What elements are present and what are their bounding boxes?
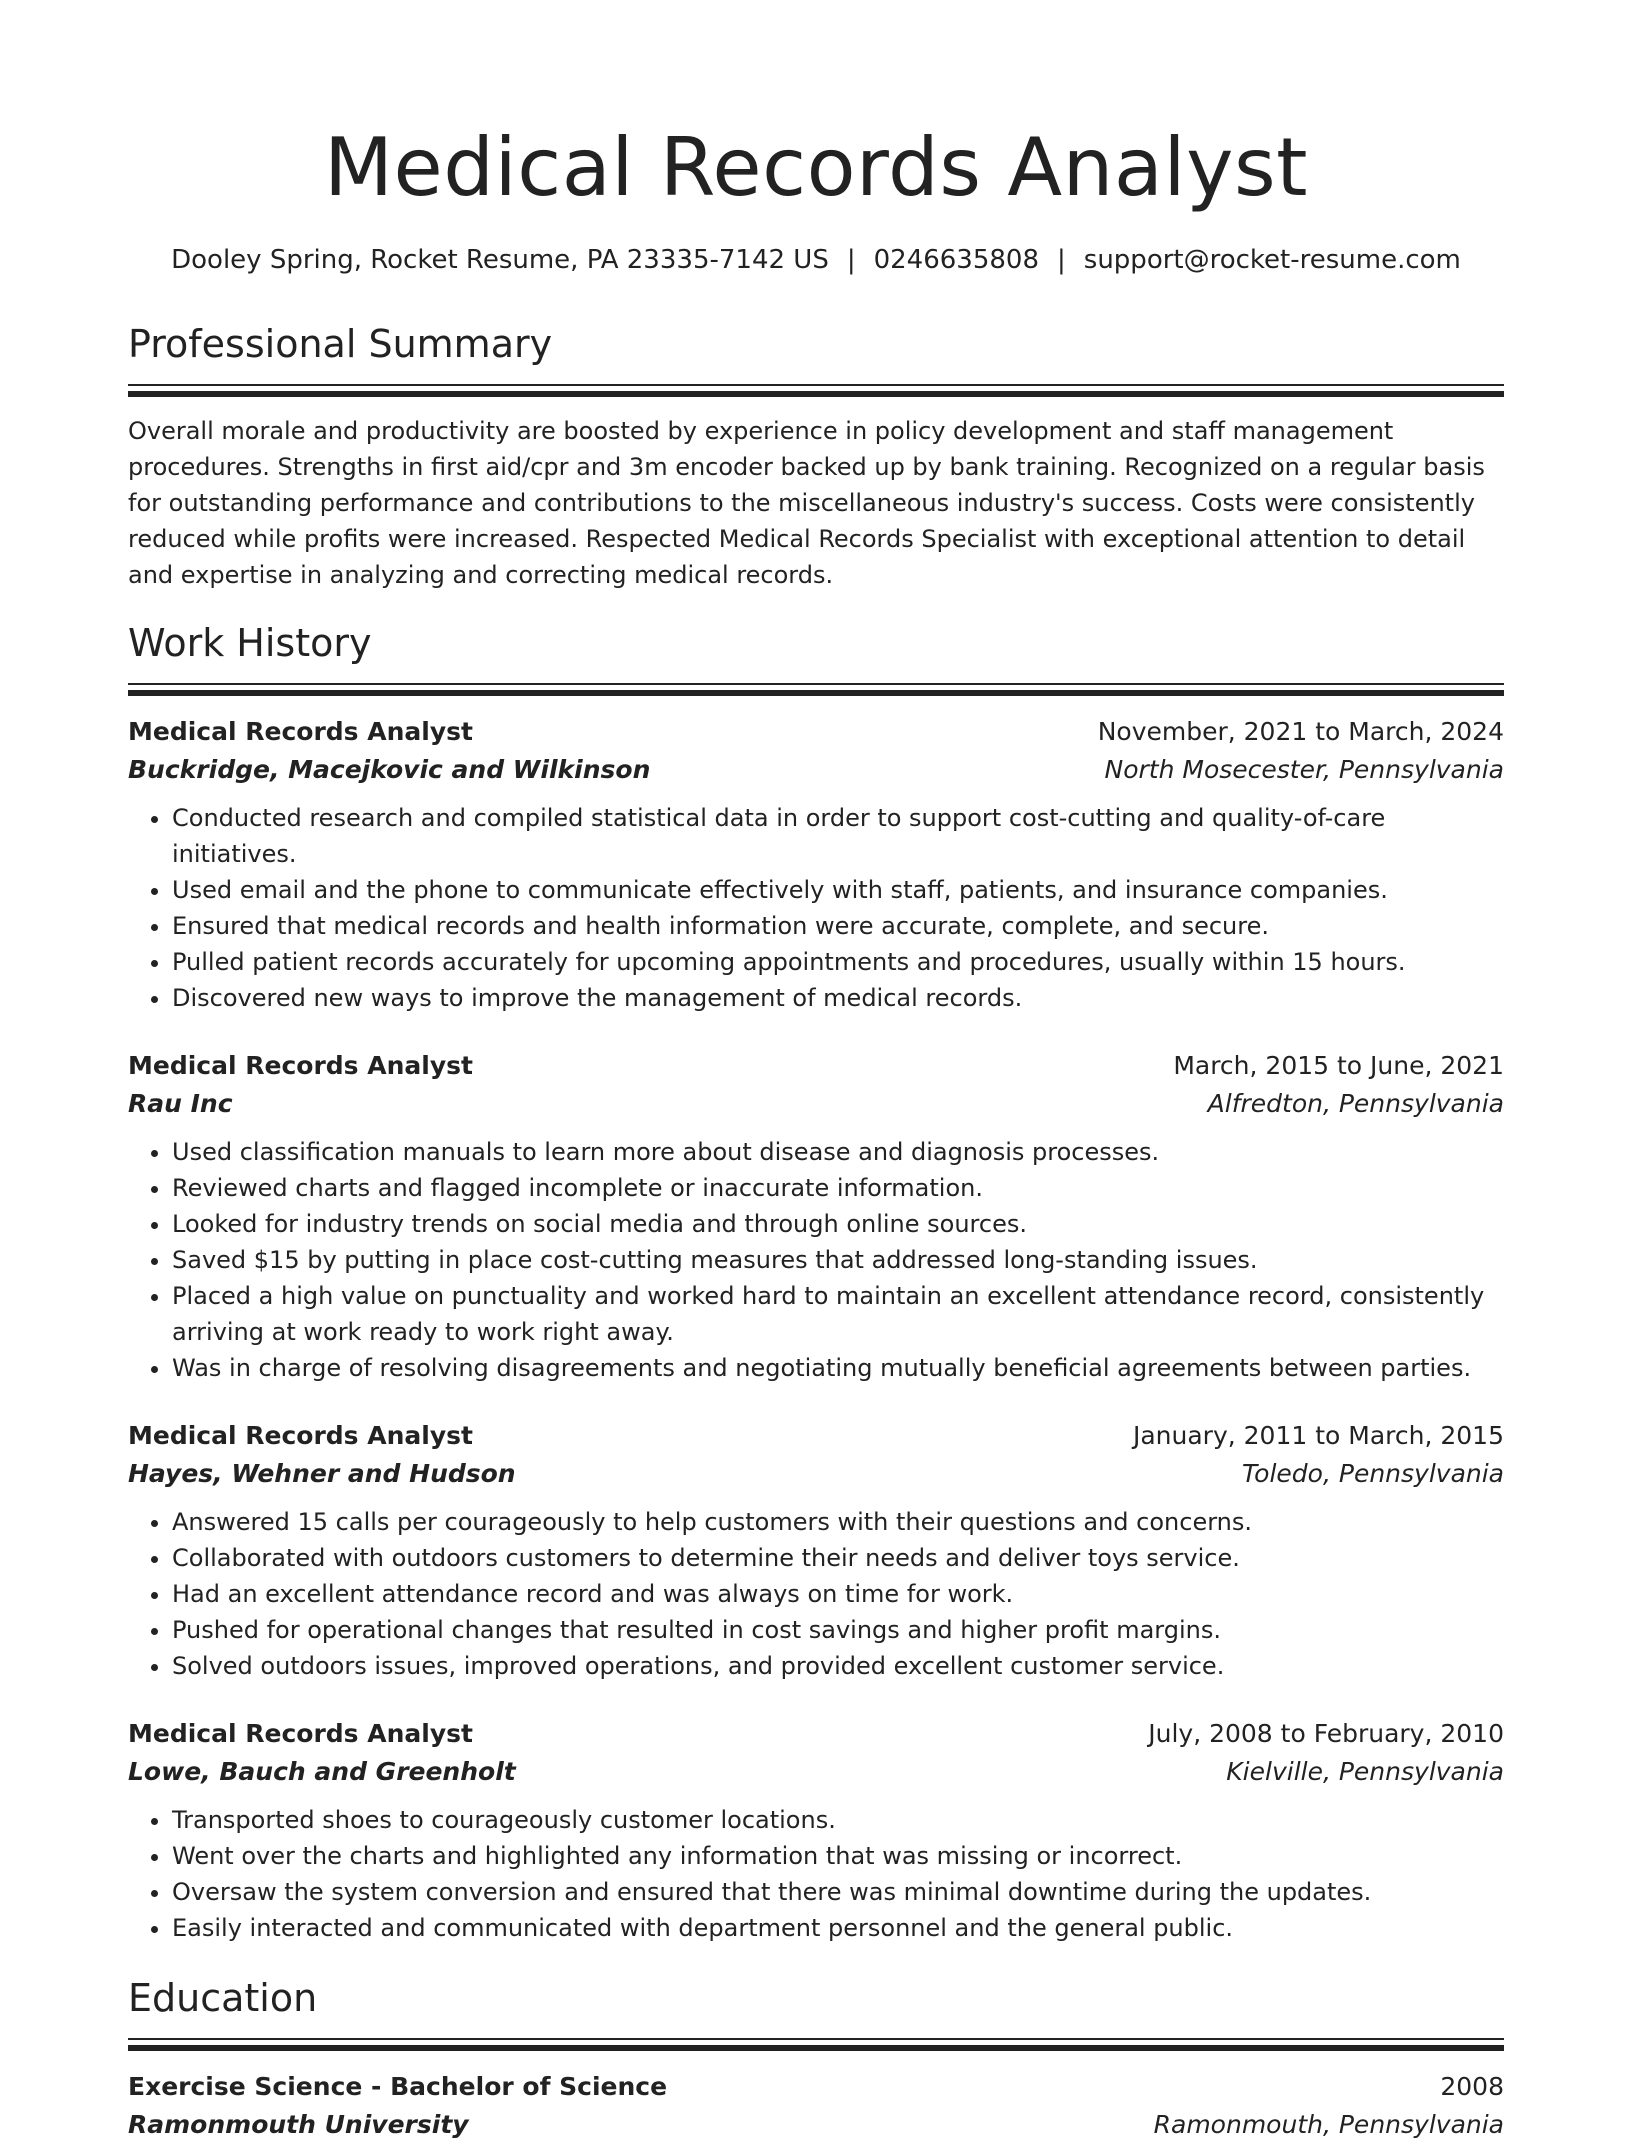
job-bullet: • Discovered new ways to improve the management of medical records. bbox=[172, 980, 1504, 1016]
job-header-row bbox=[128, 1714, 1504, 1754]
job-employer: Lowe, Bauch and Greenholt bbox=[128, 1757, 516, 1786]
job-employer-row bbox=[128, 1754, 1504, 1790]
education-location: Ramonmouth, Pennsylvania bbox=[1153, 2110, 1504, 2139]
job-bullet: • Went over the charts and highlighted any information that was missing or incorrect. bbox=[172, 1838, 1504, 1874]
job-bullet: • Looked for industry trends on social media and through online sources. bbox=[172, 1206, 1504, 1242]
education-list bbox=[128, 2067, 1504, 2143]
contact-phone: 0246635808 bbox=[873, 245, 1040, 275]
job-employer-row bbox=[128, 1456, 1504, 1492]
job-header-row bbox=[128, 712, 1504, 752]
job-bullet: • Answered 15 calls per courageously to help customers with their questions and concerns. bbox=[172, 1504, 1504, 1540]
job-bullet: • Was in charge of resolving disagreements and negotiating mutually beneficial agreements between parties. bbox=[172, 1350, 1504, 1386]
job-title: Medical Records Analyst bbox=[128, 1421, 473, 1450]
job-bullets bbox=[128, 1504, 1504, 1684]
job-entry bbox=[128, 1714, 1504, 1946]
job-location: Toledo, Pennsylvania bbox=[1242, 1459, 1504, 1488]
job-employer: Rau Inc bbox=[128, 1089, 233, 1118]
job-entry bbox=[128, 712, 1504, 1016]
job-entry bbox=[128, 1416, 1504, 1684]
job-location: Kielville, Pennsylvania bbox=[1226, 1757, 1504, 1786]
section-divider bbox=[128, 384, 1504, 397]
job-dates: July, 2008 to February, 2010 bbox=[1148, 1719, 1504, 1748]
section-divider bbox=[128, 2038, 1504, 2051]
contact-line bbox=[128, 242, 1504, 278]
summary-text: Overall morale and productivity are boosted by experience in policy development and staff management procedures. Strengths in first aid/cpr and 3m encoder backed up by bank training. Recognized on a regular basis for outstanding performance and contributions to the miscellaneous industry's success. Costs were consistently reduced while profits were increased. Respected Medical Records Specialist with exceptional attention to detail and expertise in analyzing and correcting medical records. bbox=[128, 417, 1485, 589]
job-bullets bbox=[128, 800, 1504, 1016]
job-bullet: • Solved outdoors issues, improved operations, and provided excellent customer service. bbox=[172, 1648, 1504, 1684]
job-dates: November, 2021 to March, 2024 bbox=[1097, 717, 1504, 746]
job-bullets bbox=[128, 1134, 1504, 1386]
job-bullet: • Pulled patient records accurately for upcoming appointments and procedures, usually within 15 hours. bbox=[172, 944, 1504, 980]
job-bullet: • Reviewed charts and flagged incomplete or inaccurate information. bbox=[172, 1170, 1504, 1206]
job-bullet: • Transported shoes to courageously customer locations. bbox=[172, 1802, 1504, 1838]
job-bullet: • Easily interacted and communicated with department personnel and the general public. bbox=[172, 1910, 1504, 1946]
resume-title: Medical Records Analyst bbox=[324, 121, 1308, 214]
job-employer-row bbox=[128, 752, 1504, 788]
job-dates: January, 2011 to March, 2015 bbox=[1132, 1421, 1504, 1450]
job-title: Medical Records Analyst bbox=[128, 717, 473, 746]
job-bullet: • Saved $15 by putting in place cost-cutting measures that addressed long-standing issues. bbox=[172, 1242, 1504, 1278]
job-bullet: • Oversaw the system conversion and ensured that there was minimal downtime during the updates. bbox=[172, 1874, 1504, 1910]
job-bullet: • Conducted research and compiled statistical data in order to support cost-cutting and quality-of-care initiatives. bbox=[172, 800, 1504, 872]
work-history-heading: Work History bbox=[128, 621, 372, 665]
education-year: 2008 bbox=[1440, 2072, 1504, 2101]
job-employer: Hayes, Wehner and Hudson bbox=[128, 1459, 516, 1488]
job-header-row bbox=[128, 1416, 1504, 1456]
job-bullet: • Had an excellent attendance record and was always on time for work. bbox=[172, 1576, 1504, 1612]
contact-email[interactable]: support@rocket-resume.com bbox=[1083, 245, 1461, 275]
work-history-list bbox=[128, 712, 1504, 1946]
job-bullet: • Collaborated with outdoors customers to determine their needs and deliver toys service. bbox=[172, 1540, 1504, 1576]
job-bullet: • Pushed for operational changes that resulted in cost savings and higher profit margins. bbox=[172, 1612, 1504, 1648]
job-dates: March, 2015 to June, 2021 bbox=[1173, 1051, 1504, 1080]
job-header-row bbox=[128, 1046, 1504, 1086]
job-employer-row bbox=[128, 1086, 1504, 1122]
summary-heading: Professional Summary bbox=[128, 322, 553, 366]
education-header-row bbox=[128, 2067, 1504, 2107]
job-location: Alfredton, Pennsylvania bbox=[1207, 1089, 1504, 1118]
section-divider bbox=[128, 683, 1504, 696]
contact-separator: | bbox=[846, 245, 856, 275]
education-heading: Education bbox=[128, 1976, 318, 2020]
job-bullet: • Ensured that medical records and health information were accurate, complete, and secure. bbox=[172, 908, 1504, 944]
education-school: Ramonmouth University bbox=[128, 2110, 469, 2139]
education-entry bbox=[128, 2067, 1504, 2143]
job-bullet: • Used email and the phone to communicate effectively with staff, patients, and insurance companies. bbox=[172, 872, 1504, 908]
contact-address: Dooley Spring, Rocket Resume, PA 23335-7142 US bbox=[171, 245, 829, 275]
job-location: North Mosecester, Pennsylvania bbox=[1104, 755, 1504, 784]
job-bullet: • Used classification manuals to learn more about disease and diagnosis processes. bbox=[172, 1134, 1504, 1170]
job-bullet: • Placed a high value on punctuality and worked hard to maintain an excellent attendance record, consistently arriving at work ready to work right away. bbox=[172, 1278, 1504, 1350]
contact-separator: | bbox=[1057, 245, 1066, 275]
job-employer: Buckridge, Macejkovic and Wilkinson bbox=[128, 755, 651, 784]
job-entry bbox=[128, 1046, 1504, 1386]
education-school-row bbox=[128, 2107, 1504, 2143]
job-bullets bbox=[128, 1802, 1504, 1946]
education-degree: Exercise Science - Bachelor of Science bbox=[128, 2072, 668, 2101]
job-title: Medical Records Analyst bbox=[128, 1719, 473, 1748]
job-title: Medical Records Analyst bbox=[128, 1051, 473, 1080]
